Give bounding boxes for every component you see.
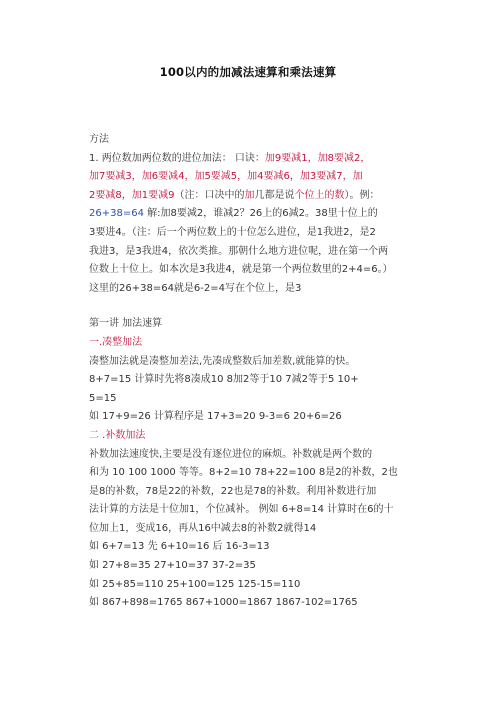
method-line xyxy=(89,261,429,280)
text-segment: 1. 两位数加两位数的进位加法： 口诀： xyxy=(89,152,265,164)
method-line xyxy=(89,243,429,262)
text-segment: 位数上十位上。如本次是3我进4，就是第一个两位数里的2+4=6。） xyxy=(89,264,393,276)
text-segment: 解:加8要减2，谁减2？26上的6减2。38里十位上的 xyxy=(143,208,378,220)
highlighted-text: 个位上的数 xyxy=(294,189,345,201)
complement-addition-line: 如 867+898=1765 867+1000=1867 1867-102=1765 xyxy=(89,597,358,609)
page-title: 100以内的加减法速算和乘法速算 xyxy=(159,65,337,79)
complement-addition-line: 如 6+7=13 先 6+10=16 后 16-3=13 xyxy=(89,541,270,553)
method-paragraph xyxy=(89,150,429,299)
rounding-addition-line: 如 17+9=26 计算程序是 17+3=20 9-3=6 20+6=26 xyxy=(89,411,342,423)
document-body xyxy=(89,131,429,613)
lecture-heading: 第一讲 加法速算 xyxy=(89,318,163,330)
complement-addition-line: 位加上1，变成16，再从16中减去8的补数2就得14 xyxy=(89,522,317,534)
rounding-addition-line: 凑整加法就是凑整加差法,先凑成整数后加差数,就能算的快。 xyxy=(89,355,356,367)
complement-addition-paragraph xyxy=(89,446,429,613)
highlighted-text: 加 xyxy=(244,189,255,201)
complement-addition-line: 如 27+8=35 27+10=37 37-2=35 xyxy=(89,560,256,572)
highlighted-text: 2要减8，加1要减9 xyxy=(89,189,175,201)
rounding-addition-line: 8+7=15 计算时先将8凑成10 8加2等于10 7减2等于5 10+ xyxy=(89,374,359,386)
method-heading: 方法 xyxy=(89,134,109,145)
text-segment: 这里的26+38=64就是6-2=4写在个位上，是3 xyxy=(89,282,302,294)
complement-addition-line: 如 25+85=110 25+100=125 125-15=110 xyxy=(89,578,301,590)
complement-addition-line: 法计算的方法是十位加1，个位减补。 例如 6+8=14 计算时在6的十 xyxy=(89,504,394,516)
highlighted-text: 加7要减3，加6要减4，加5要减5，加4要减6，加3要减7，加 xyxy=(89,171,363,183)
complement-addition-line: 是8的补数，78是22的补数，22也是78的补数。利用补数进行加 xyxy=(89,485,377,497)
section-heading-rounding-addition: 一.凑整加法 xyxy=(89,336,143,348)
text-segment: （注：口决中的 xyxy=(174,189,245,201)
method-line xyxy=(89,150,429,169)
complement-addition-line: 补数加法速度快,主要是没有逐位进位的麻烦。补数就是两个数的 xyxy=(89,448,373,460)
rounding-addition-paragraph xyxy=(89,353,429,427)
complement-addition-line: 和为 10 100 1000 等等。8+2=10 78+22=100 8是2的补数，2也 xyxy=(89,467,398,479)
highlighted-text: 26+38=64 xyxy=(89,208,144,220)
method-line xyxy=(89,280,429,299)
method-line xyxy=(89,187,429,206)
method-line xyxy=(89,205,429,224)
text-segment: ）。例： xyxy=(344,189,380,201)
text-segment: 3要进4。（注：后一个两位数上的十位怎么进位，是1我进2，是2 xyxy=(89,226,376,238)
method-line xyxy=(89,224,429,243)
section-heading-complement-addition: 二 .补数加法 xyxy=(89,429,146,441)
rounding-addition-line: 5=15 xyxy=(89,392,117,404)
text-segment: 几都是说 xyxy=(254,189,295,201)
highlighted-text: 加9要减1，加8要减2， xyxy=(264,152,371,164)
text-segment: 我进3，是3我进4，依次类推。那朝什么地方进位呢，进在第一个两 xyxy=(89,245,389,257)
method-line xyxy=(89,168,429,187)
